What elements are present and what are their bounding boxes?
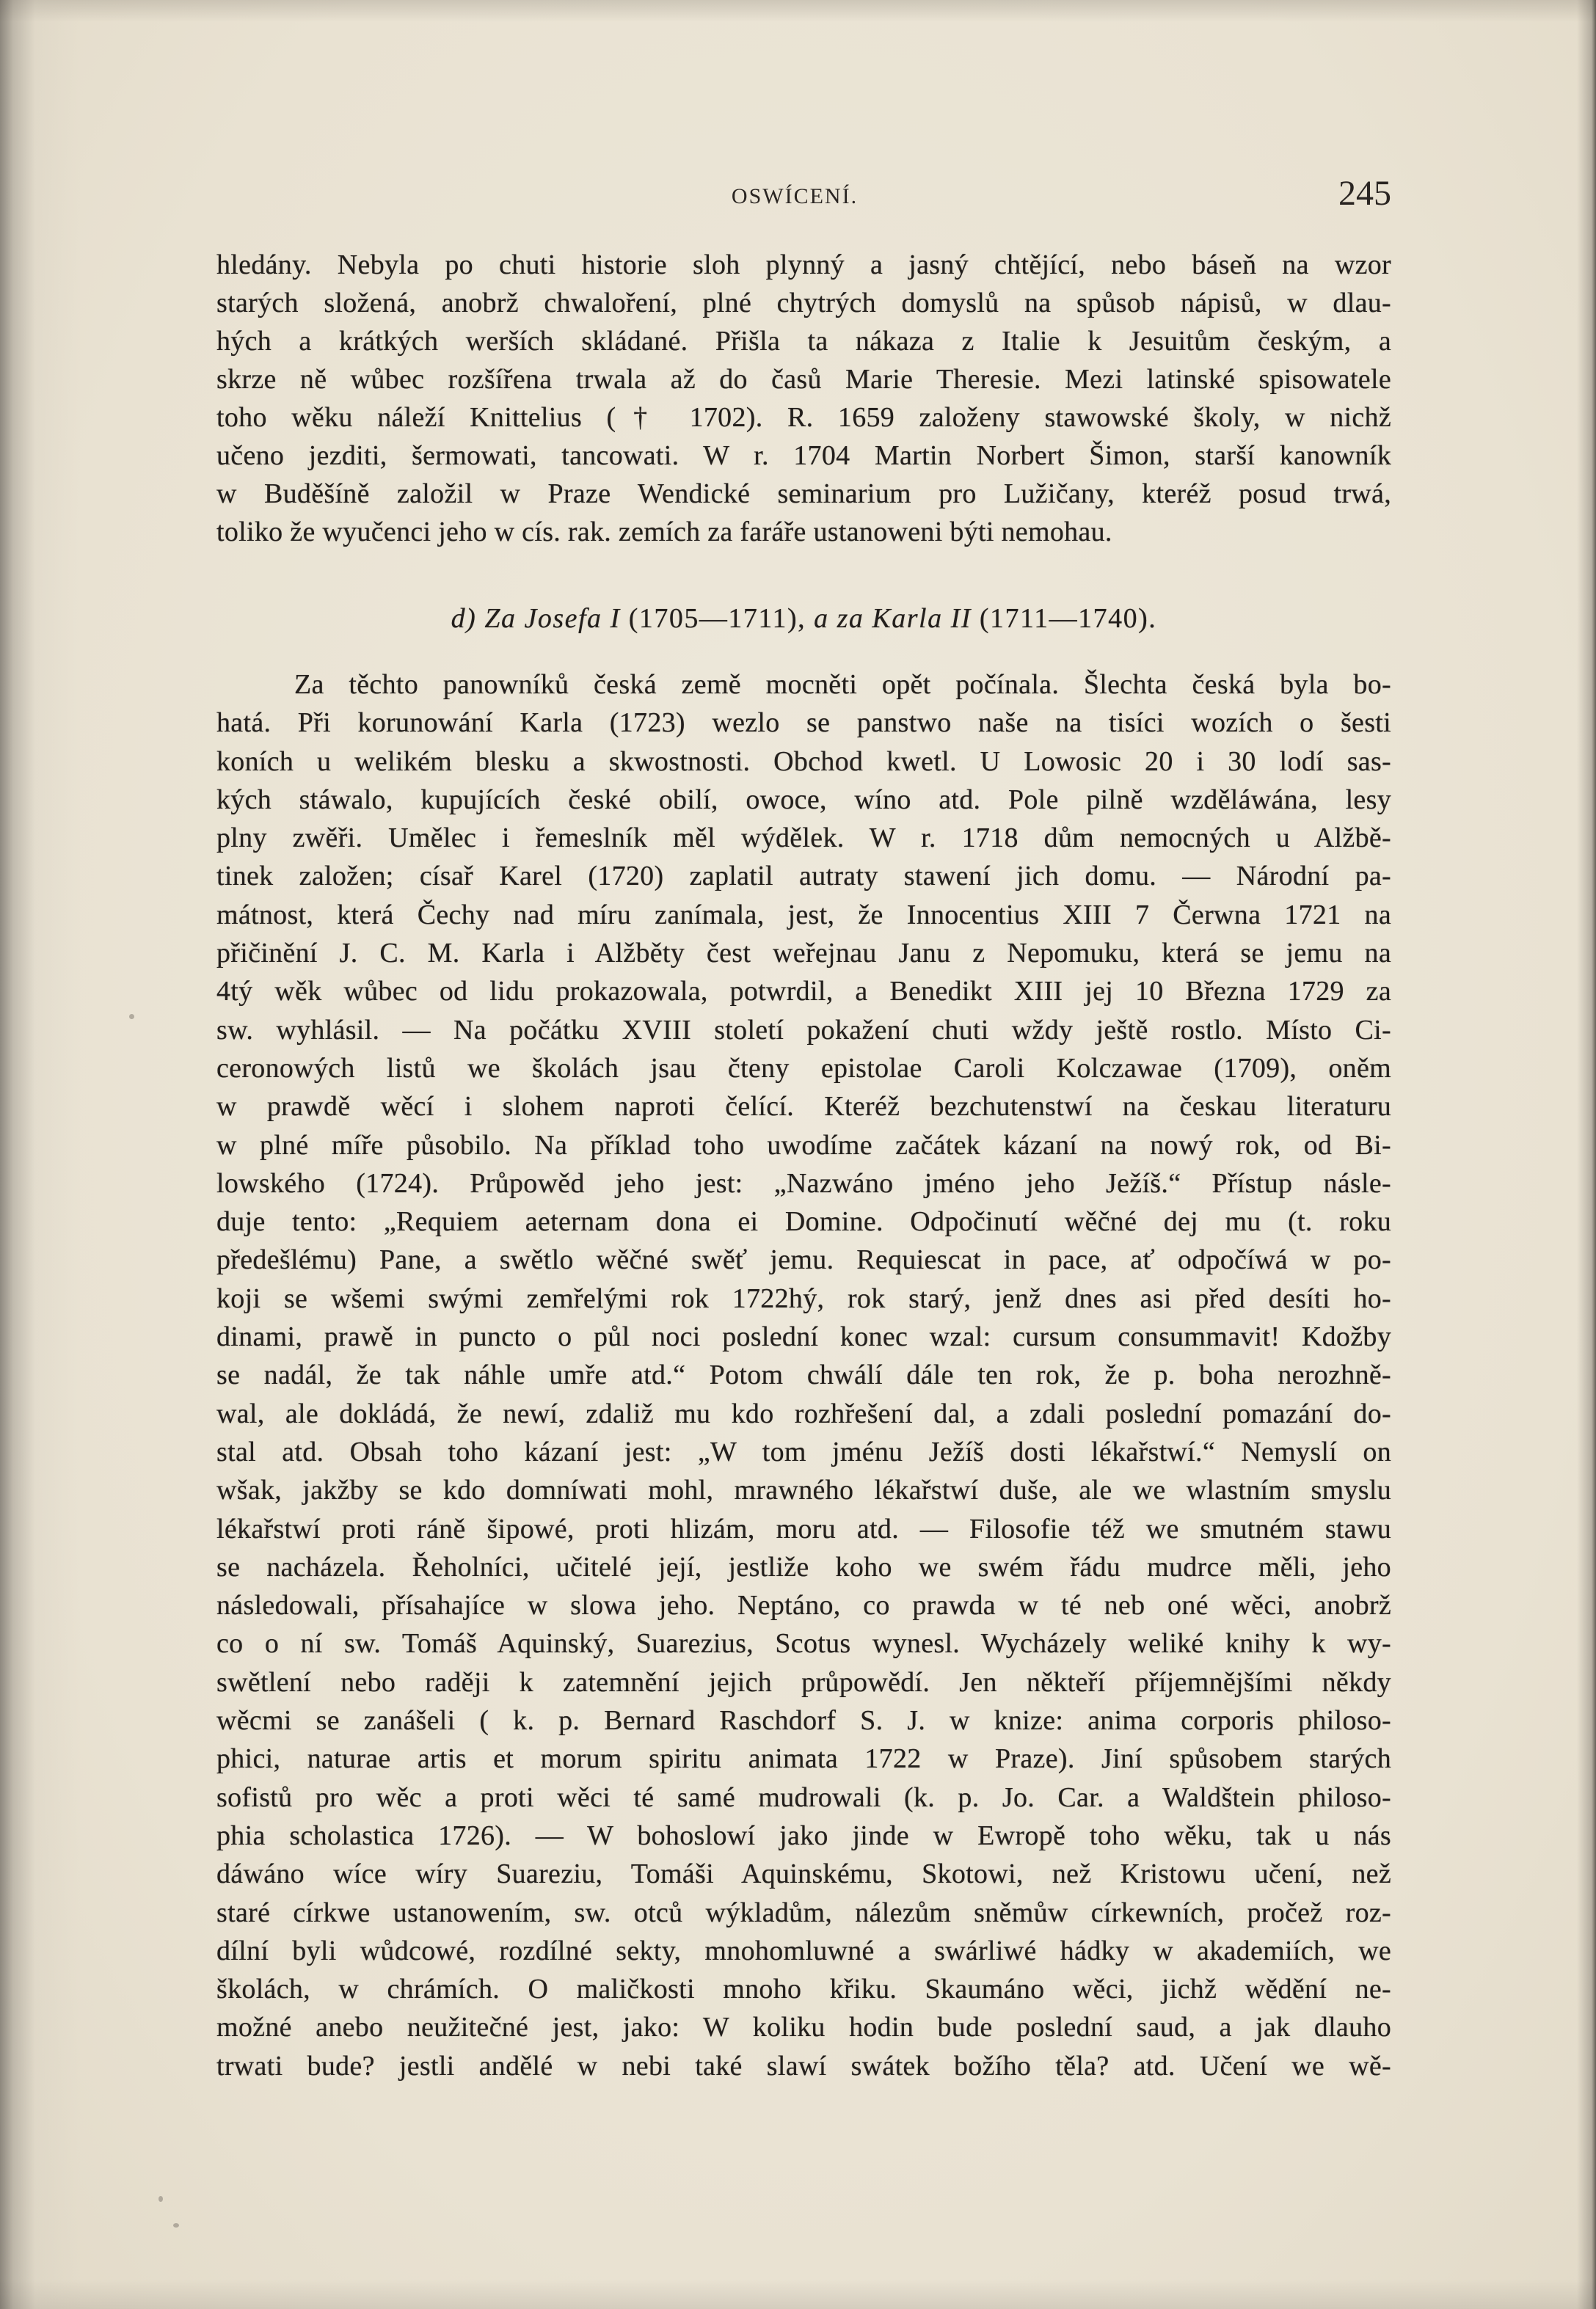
text-line: se nadál, že tak náhle umře atd.“ Potom chwálí dále ten rok, že p. boha nerozhně- [216, 1360, 1391, 1391]
text-line: wal, ale dokládá, že newí, zdaliž mu kdo rozhřešení dal, a zdali poslední pomazání do- [216, 1398, 1391, 1429]
text-line: hatá. Při korunowání Karla (1723) wezlo se panstwo naše na tisíci wozích o šesti [216, 707, 1391, 739]
text-line: staré církwe ustanowením, sw. otců wýkladům, nálezům sněmůw církewních, pročež roz- [216, 1897, 1391, 1928]
text-line: trwati bude? jestli andělé w nebi také slawí swátek božího těla? atd. Učení we wě- [216, 2050, 1391, 2082]
text-line: duje tento: „Requiem aeternam dona ei Domine. Odpočinutí wěčné dej mu (t. roku [216, 1206, 1391, 1238]
ink-speck [129, 1014, 134, 1019]
text-line: wěcmi se zanášeli ( k. p. Bernard Raschdorf S. J. w knize: anima corporis philoso- [216, 1705, 1391, 1737]
text-line: wšak, jakžby se kdo domníwati mohl, mrawného lékařstwí duše, ale we wlastním smyslu [216, 1475, 1391, 1506]
text-line: toho wěku náleží Knittelius († 1702). R. 1659 založeny stawowské školy, w nichž [216, 402, 1391, 433]
section-heading [216, 599, 1391, 638]
heading-part: (1705—1711), [628, 603, 806, 634]
text-line: dáwáno wíce wíry Suareziu, Tomáši Aquinskému, Skotowi, než Kristowu učení, než [216, 1858, 1391, 1890]
text-line: dinami, prawě in puncto o půl noci poslední konec wzal: cursum consummavit! Kdožby [216, 1321, 1391, 1353]
text-line: plny zwěři. Umělec i řemeslník měl wýdělek. W r. 1718 dům nemocných u Alžbě- [216, 822, 1391, 854]
text-line: phici, naturae artis et morum spiritu animata 1722 w Praze). Jiní spůsobem starých [216, 1743, 1391, 1775]
heading-part: a za Karla II [814, 603, 972, 634]
text-line: hledány. Nebyla po chuti historie sloh plynný a jasný chtějící, nebo báseň na wzor [216, 249, 1391, 280]
text-line: sofistů pro wěc a proti wěci té samé mudrowali (k. p. Jo. Car. a Waldštein philoso- [216, 1781, 1391, 1813]
text-line: koji se wšemi swými zemřelými rok 1722hý, rok starý, jenž dnes asi před desíti ho- [216, 1283, 1391, 1314]
heading-part: (1711—1740). [979, 603, 1157, 634]
text-line: lékařstwí proti ráně šipowé, proti hlizám, moru atd. — Filosofie též we smutném stawu [216, 1513, 1391, 1544]
text-line: co o ní sw. Tomáš Aquinský, Suarezius, Scotus wynesl. Wycházely weliké knihy k wy- [216, 1628, 1391, 1660]
paragraph-2 [216, 665, 1391, 2085]
text-line: starých složená, anobrž chwaloření, plné chytrých domyslů na spůsob nápisů, w dlau- [216, 288, 1391, 318]
text-line: kých stáwalo, kupujících české obilí, owoce, wíno atd. Pole pilně wzděláwána, lesy [216, 784, 1391, 815]
paragraph-1 [216, 246, 1391, 551]
text-line: stal atd. Obsah toho kázaní jest: „W tom jménu Ježíš dosti lékařstwí.“ Nemyslí on [216, 1436, 1391, 1467]
text-line: Za těchto panowníků česká země mocněti opět počínala. Šlechta česká byla bo- [294, 669, 1391, 700]
text-line: sw. wyhlásil. — Na počátku XVIII století pokažení chuti wždy ještě rostlo. Místo Ci- [216, 1014, 1391, 1046]
text-line: se nacházela. Řeholníci, učitelé její, jestliže koho we swém řádu mudrce měli, jeho [216, 1551, 1391, 1583]
text-line: následowali, přísahajíce w slowa jeho. Neptáno, co prawda w té neb oné wěci, anobrž [216, 1590, 1391, 1622]
text-line: tinek založen; císař Karel (1720) zaplatil autraty stawení jich domu. — Národní pa- [216, 861, 1391, 892]
text-line: skrze ně wůbec rozšířena trwala až do časů Marie Theresie. Mezi latinské spisowatele [216, 364, 1391, 395]
text-line: dílní byli wůdcowé, rozdílné sekty, mnohomluwné a swárliwé hádky w akademiích, we [216, 1935, 1391, 1966]
text-line: hých a krátkých werších skládané. Přišla ta nákaza z Italie k Jesuitům českým, a [216, 326, 1391, 357]
text-line: swětlení nebo raději k zatemnění jejich průpowědí. Jen někteří příjemnějšími někdy [216, 1666, 1391, 1698]
text-line: w prawdě wěcí i slohem naproti čelící. Kteréž bezchutenstwí na českau literaturu [216, 1091, 1391, 1123]
text-line: lowského (1724). Průpowěd jeho jest: „Nazwáno jméno jeho Ježíš.“ Přístup násle- [216, 1167, 1391, 1199]
heading-part: d) Za Josefa I [451, 603, 621, 634]
text-line: koních u welikém blesku a skwostnosti. Obchod kwetl. U Lowosic 20 i 30 lodí sas- [216, 745, 1391, 777]
text-line: ceronowých listů we školách jsau čteny epistolae Caroli Kolczawae (1709), oněm [216, 1052, 1391, 1084]
text-line: přičinění J. C. M. Karla i Alžběty čest weřejnau Janu z Nepomuku, která se jemu na [216, 938, 1391, 969]
text-line: možné anebo neužitečné jest, jako: W koliku hodin bude poslední saud, a jak dlauho [216, 2012, 1391, 2043]
text-line: školách, w chrámích. O maličkosti mnoho křiku. Skaumáno wěci, jichž wědění ne- [216, 1974, 1391, 2005]
text-line: toliko že wyučenci jeho w cís. rak. zemích za faráře ustanoweni býti nemohau. [216, 517, 1112, 547]
text-line: mátnost, která Čechy nad míru zanímala, jest, že Innocentius XIII 7 Čerwna 1721 na [216, 899, 1391, 930]
text-line: phia scholastica 1726). — W bohoslowí jako jinde w Ewropě toho wěku, tak u nás [216, 1820, 1391, 1851]
text-line: předešlému) Pane, a swětlo wěčné swěť jemu. Requiescat in pace, ať odpočíwá w po- [216, 1244, 1391, 1276]
text-line: učeno jezditi, šermowati, tancowati. W r. 1704 Martin Norbert Šimon, starší kanowník [216, 440, 1391, 471]
page-number: 245 [1338, 174, 1391, 213]
text-line: 4tý wěk wůbec od lidu prokazowala, potwrdil, a Benedikt XIII jej 10 Března 1729 za [216, 976, 1391, 1007]
ink-speck [158, 2196, 163, 2202]
text-line: w Buděšíně založil w Praze Wendické seminarium pro Lužičany, kteréž posud trwá, [216, 478, 1391, 509]
running-title: OSWÍCENÍ. [731, 184, 859, 208]
ink-speck [173, 2223, 179, 2228]
text-line: w plné míře působilo. Na příklad toho uwodíme začátek kázaní na nowý rok, od Bi- [216, 1129, 1391, 1161]
